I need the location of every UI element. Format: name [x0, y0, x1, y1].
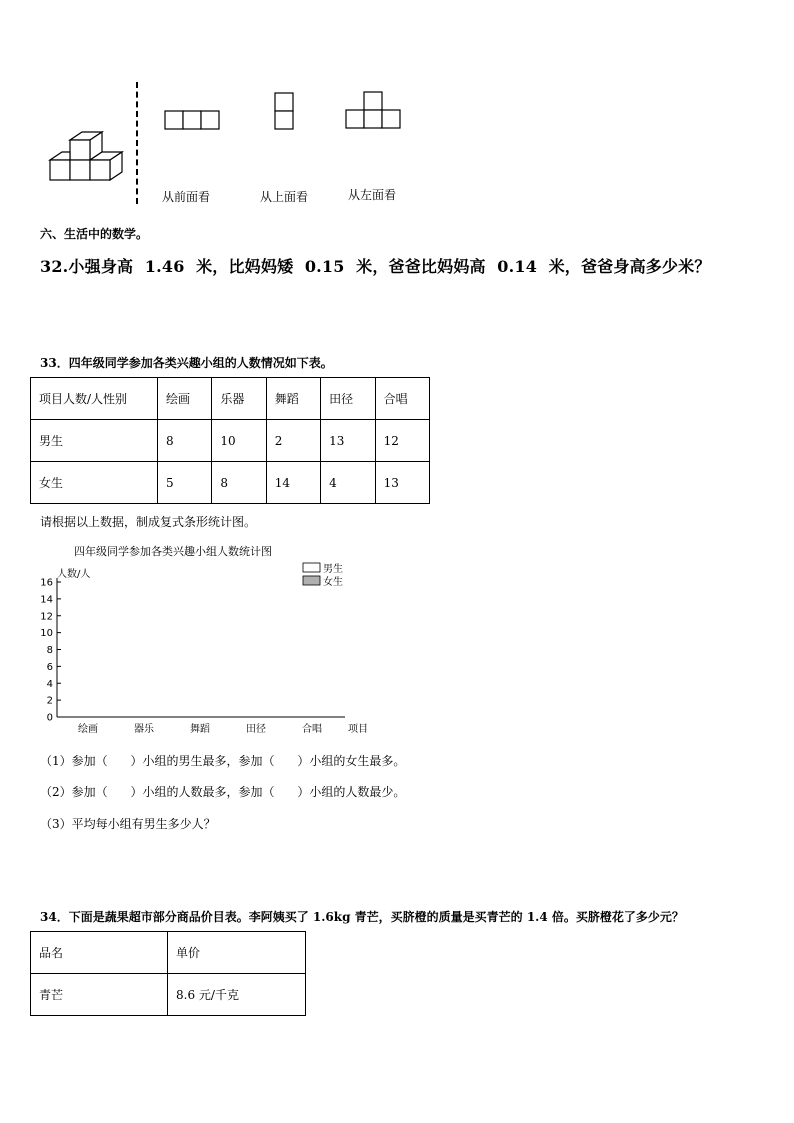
y-tick-label: 2	[46, 695, 53, 707]
x-category-label: 田径	[246, 724, 266, 735]
table-cell: 5	[158, 462, 212, 504]
x-category-label: 合唱	[302, 724, 322, 735]
table-cell: 4	[321, 462, 375, 504]
front-view-caption: 从前面看	[162, 190, 211, 204]
table-cell: 2	[266, 420, 320, 462]
legend-swatch	[303, 576, 320, 585]
x-categories	[78, 722, 322, 735]
table-header-cell: 舞蹈	[266, 378, 320, 420]
question-33-sub2: （2）参加（ ）小组的人数最多，参加（ ）小组的人数最少。	[40, 785, 406, 799]
legend-label: 男生	[323, 564, 343, 575]
table-cell: 13	[321, 420, 375, 462]
table-cell: 男生	[31, 420, 158, 462]
y-axis-label: 人数/人	[57, 569, 91, 580]
table-cell: 青芒	[31, 974, 168, 1016]
y-tick-label: 10	[40, 628, 53, 640]
q33-data-table	[30, 377, 430, 504]
top-view-figure	[274, 92, 296, 132]
chart-legend	[303, 562, 343, 588]
bar-chart	[30, 540, 390, 740]
y-tick-label: 0	[46, 712, 53, 724]
chart-axes	[57, 578, 345, 717]
table-cell: 12	[375, 420, 429, 462]
legend-label: 女生	[323, 577, 343, 588]
y-tick-label: 12	[40, 611, 53, 623]
table-header-cell: 单价	[168, 932, 306, 974]
table-cell: 8	[212, 462, 266, 504]
question-33-sub1: （1）参加（ ）小组的男生最多，参加（ ）小组的女生最多。	[40, 754, 406, 768]
table-cell: 8	[158, 420, 212, 462]
top-view-caption: 从上面看	[260, 190, 309, 204]
y-ticks	[40, 578, 61, 724]
section-heading: 六、生活中的数学。	[40, 227, 149, 241]
y-tick-label: 8	[46, 645, 53, 656]
table-header-cell: 品名	[31, 932, 168, 974]
table-header-cell: 乐器	[212, 378, 266, 420]
table-header-cell: 田径	[321, 378, 375, 420]
left-view-caption: 从左面看	[348, 188, 397, 202]
y-tick-label: 14	[40, 594, 53, 606]
cube-figure	[40, 125, 130, 190]
question-33-instruction: 请根据以上数据，制成复式条形统计图。	[40, 515, 257, 529]
y-tick-label: 4	[46, 678, 53, 690]
left-view-figure	[345, 91, 403, 131]
y-tick-label: 6	[46, 661, 53, 673]
x-category-label: 器乐	[134, 724, 154, 735]
table-cell: 8.6 元/千克	[168, 974, 306, 1016]
front-view-figure	[164, 110, 222, 132]
table-cell: 10	[212, 420, 266, 462]
x-category-label: 舞蹈	[190, 724, 210, 735]
legend-swatch	[303, 563, 320, 572]
q34-price-table	[30, 931, 306, 1016]
x-axis-label: 项目	[348, 724, 368, 735]
question-33-sub3: （3）平均每小组有男生多少人？	[40, 817, 216, 831]
table-header-cell: 合唱	[375, 378, 429, 420]
table-header-cell: 绘画	[158, 378, 212, 420]
x-category-label: 绘画	[78, 724, 98, 735]
table-cell: 女生	[31, 462, 158, 504]
table-cell: 14	[266, 462, 320, 504]
question-33-intro: 33．四年级同学参加各类兴趣小组的人数情况如下表。	[40, 356, 333, 370]
table-cell: 13	[375, 462, 429, 504]
question-32: 32.小强身高 1.46 米，比妈妈矮 0.15 米，爸爸比妈妈高 0.14 米，爸爸身高多少米？	[40, 257, 711, 276]
divider-dashed	[136, 82, 138, 204]
chart-title: 四年级同学参加各类兴趣小组人数统计图	[74, 545, 272, 558]
y-tick-label: 16	[40, 577, 53, 589]
table-header-cell: 项目人数/人性别	[31, 378, 158, 420]
question-34: 34．下面是蔬果超市部分商品价目表。李阿姨买了 1.6kg 青芒，买脐橙的质量是买青芒的 1.4 倍。买脐橙花了多少元？	[40, 910, 684, 924]
